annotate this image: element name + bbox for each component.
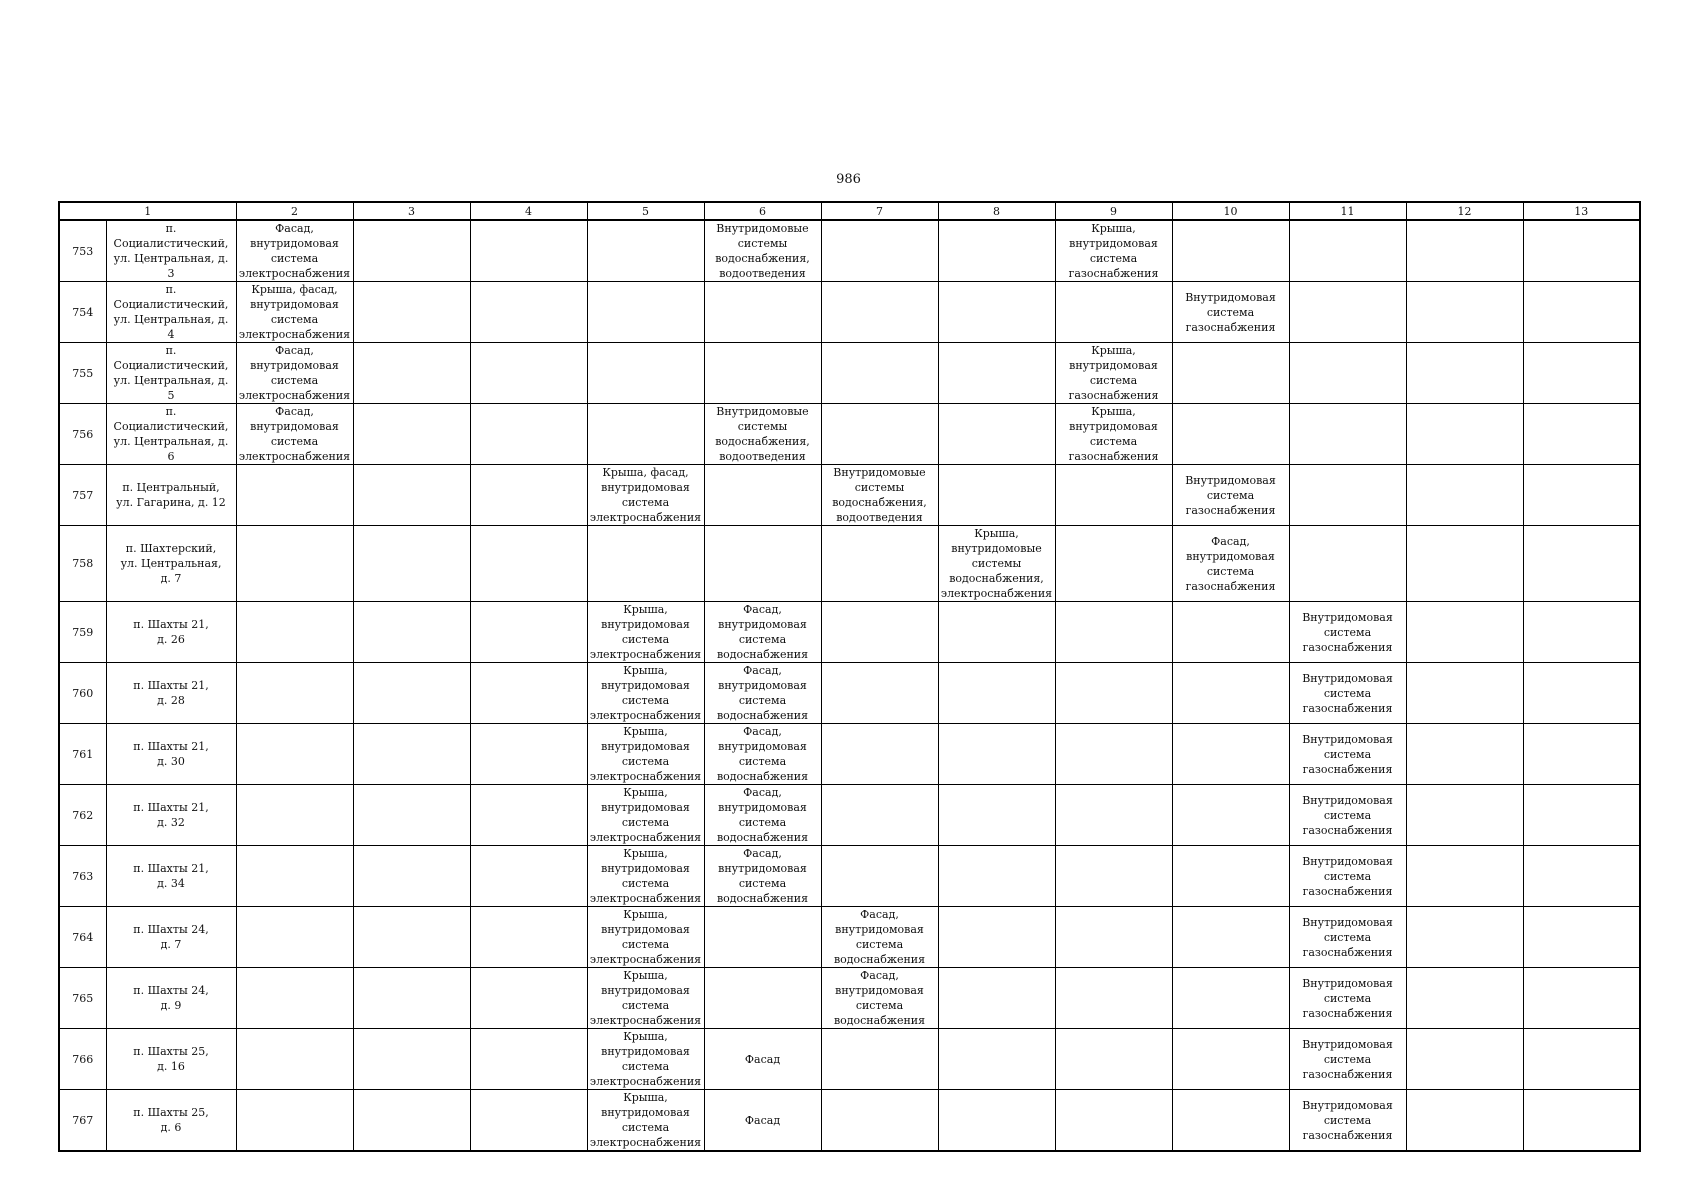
row-number: 758 [59, 526, 106, 602]
address-cell [106, 282, 236, 343]
work-cell-col-7 [821, 220, 938, 282]
work-cell-col-11 [1289, 602, 1406, 663]
work-cell-col-5 [587, 220, 704, 282]
work-cell-col-2 [236, 846, 353, 907]
column-header: 11 [1289, 202, 1406, 220]
address-text: п. Центральный, ул. Гагарина, д. 12 [116, 481, 226, 509]
work-cell-col-10 [1172, 282, 1289, 343]
work-cell-col-6 [704, 404, 821, 465]
work-cell-col-2 [236, 404, 353, 465]
work-text: Крыша, внутридомовая система электроснабжения [589, 664, 702, 722]
work-text: Фасад, внутридомовая система водоснабжения [716, 725, 809, 783]
work-cell-col-8 [938, 220, 1055, 282]
work-cell-col-7 [821, 968, 938, 1029]
work-cell-col-11 [1289, 968, 1406, 1029]
address-text: п. Шахты 25, д. 16 [133, 1045, 209, 1073]
work-cell-col-11 [1289, 220, 1406, 282]
work-text: Крыша, внутридомовая система газоснабжения [1068, 344, 1159, 402]
work-cell-col-10 [1172, 724, 1289, 785]
work-cell-col-11 [1289, 846, 1406, 907]
work-cell-col-7 [821, 343, 938, 404]
work-cell-col-6 [704, 1029, 821, 1090]
work-cell-col-11 [1289, 724, 1406, 785]
work-cell-col-4 [470, 1090, 587, 1152]
address-text: п. Социалистический, ул. Центральная, д. 4 [113, 283, 229, 341]
work-cell-col-4 [470, 724, 587, 785]
work-cell-col-9 [1055, 724, 1172, 785]
work-cell-col-13 [1523, 220, 1640, 282]
work-cell-col-2 [236, 663, 353, 724]
work-cell-col-3 [353, 846, 470, 907]
address-text: п. Шахты 24, д. 9 [133, 984, 209, 1012]
work-text: Внутридомовые системы водоснабжения, водоотведения [715, 222, 810, 280]
work-cell-col-10 [1172, 1090, 1289, 1152]
work-cell-col-13 [1523, 1090, 1640, 1152]
work-cell-col-3 [353, 1090, 470, 1152]
work-cell-col-10 [1172, 404, 1289, 465]
work-cell-col-9 [1055, 846, 1172, 907]
row-number: 755 [59, 343, 106, 404]
work-cell-col-3 [353, 526, 470, 602]
work-cell-col-4 [470, 220, 587, 282]
column-header: 8 [938, 202, 1055, 220]
work-cell-col-13 [1523, 465, 1640, 526]
address-cell [106, 724, 236, 785]
work-text: Крыша, внутридомовая система электроснабжения [589, 603, 702, 661]
work-cell-col-10 [1172, 846, 1289, 907]
work-text: Внутридомовая система газоснабжения [1185, 290, 1276, 334]
address-text: п. Шахты 21, д. 34 [133, 862, 209, 890]
work-cell-col-13 [1523, 785, 1640, 846]
work-cell-col-13 [1523, 602, 1640, 663]
work-cell-col-4 [470, 526, 587, 602]
work-cell-col-10 [1172, 343, 1289, 404]
column-header: 1 [59, 202, 236, 220]
work-cell-col-7 [821, 785, 938, 846]
work-cell-col-7 [821, 602, 938, 663]
work-cell-col-7 [821, 907, 938, 968]
work-cell-col-13 [1523, 282, 1640, 343]
work-cell-col-4 [470, 343, 587, 404]
work-cell-col-3 [353, 968, 470, 1029]
row-number: 762 [59, 785, 106, 846]
work-cell-col-4 [470, 663, 587, 724]
work-cell-col-12 [1406, 343, 1523, 404]
row-number: 757 [59, 465, 106, 526]
work-cell-col-11 [1289, 785, 1406, 846]
row-number: 766 [59, 1029, 106, 1090]
column-header: 7 [821, 202, 938, 220]
work-cell-col-6 [704, 343, 821, 404]
work-text: Внутридомовая система газоснабжения [1302, 915, 1393, 959]
work-cell-col-2 [236, 220, 353, 282]
work-cell-col-5 [587, 602, 704, 663]
work-cell-col-7 [821, 1090, 938, 1152]
work-cell-col-8 [938, 846, 1055, 907]
work-cell-col-4 [470, 282, 587, 343]
work-cell-col-2 [236, 282, 353, 343]
table-row [59, 282, 1640, 343]
work-cell-col-10 [1172, 907, 1289, 968]
column-header: 13 [1523, 202, 1640, 220]
work-cell-col-5 [587, 526, 704, 602]
work-text: Крыша, внутридомовые системы водоснабжения, электроснабжения [940, 527, 1053, 600]
address-cell [106, 1090, 236, 1152]
column-header: 12 [1406, 202, 1523, 220]
work-cell-col-12 [1406, 465, 1523, 526]
work-cell-col-12 [1406, 1090, 1523, 1152]
work-cell-col-10 [1172, 465, 1289, 526]
table-row [59, 724, 1640, 785]
work-cell-col-6 [704, 602, 821, 663]
page-number: 986 [836, 172, 861, 187]
work-cell-col-12 [1406, 663, 1523, 724]
work-cell-col-11 [1289, 1029, 1406, 1090]
work-cell-col-11 [1289, 907, 1406, 968]
work-cell-col-9 [1055, 343, 1172, 404]
column-number-row [59, 202, 1640, 220]
address-text: п. Социалистический, ул. Центральная, д. 3 [113, 222, 229, 280]
work-text: Внутридомовые системы водоснабжения, водоотведения [832, 466, 927, 524]
work-cell-col-6 [704, 220, 821, 282]
work-cell-col-8 [938, 724, 1055, 785]
address-cell [106, 602, 236, 663]
work-cell-col-2 [236, 907, 353, 968]
work-cell-col-4 [470, 968, 587, 1029]
work-text: Крыша, внутридомовая система электроснабжения [589, 969, 702, 1027]
row-number: 760 [59, 663, 106, 724]
table-row [59, 968, 1640, 1029]
work-cell-col-11 [1289, 465, 1406, 526]
work-cell-col-8 [938, 282, 1055, 343]
work-cell-col-4 [470, 1029, 587, 1090]
row-number: 754 [59, 282, 106, 343]
work-cell-col-13 [1523, 724, 1640, 785]
address-cell [106, 785, 236, 846]
row-number: 756 [59, 404, 106, 465]
work-cell-col-12 [1406, 907, 1523, 968]
work-cell-col-11 [1289, 343, 1406, 404]
address-cell [106, 968, 236, 1029]
work-cell-col-6 [704, 1090, 821, 1152]
work-text: Фасад, внутридомовая система электроснабжения [238, 344, 351, 402]
work-cell-col-9 [1055, 404, 1172, 465]
work-cell-col-12 [1406, 1029, 1523, 1090]
work-cell-col-3 [353, 724, 470, 785]
work-cell-col-5 [587, 282, 704, 343]
table-row [59, 907, 1640, 968]
work-cell-col-4 [470, 465, 587, 526]
work-text: Фасад, внутридомовая система газоснабжения [1185, 534, 1276, 593]
work-text: Крыша, внутридомовая система электроснабжения [589, 786, 702, 844]
table-row [59, 602, 1640, 663]
address-text: п. Шахты 21, д. 26 [133, 618, 209, 646]
address-cell [106, 404, 236, 465]
work-text: Фасад, внутридомовая система водоснабжения [833, 969, 926, 1027]
work-cell-col-9 [1055, 663, 1172, 724]
work-cell-col-8 [938, 907, 1055, 968]
column-header: 2 [236, 202, 353, 220]
work-cell-col-7 [821, 724, 938, 785]
work-cell-col-6 [704, 526, 821, 602]
work-cell-col-9 [1055, 1090, 1172, 1152]
work-cell-col-4 [470, 404, 587, 465]
work-cell-col-5 [587, 465, 704, 526]
address-cell [106, 343, 236, 404]
table-row [59, 220, 1640, 282]
work-cell-col-6 [704, 968, 821, 1029]
work-text: Фасад, внутридомовая система водоснабжения [716, 664, 809, 722]
address-text: п. Шахты 25, д. 6 [133, 1106, 209, 1134]
work-text: Фасад, внутридомовая система водоснабжения [833, 908, 926, 966]
work-cell-col-13 [1523, 663, 1640, 724]
work-cell-col-5 [587, 724, 704, 785]
work-cell-col-12 [1406, 724, 1523, 785]
work-text: Фасад, внутридомовая система водоснабжения [716, 603, 809, 661]
work-text: Крыша, фасад, внутридомовая система электроснабжения [589, 466, 702, 524]
work-cell-col-2 [236, 724, 353, 785]
work-text: Крыша, внутридомовая система электроснабжения [589, 908, 702, 966]
work-cell-col-2 [236, 1029, 353, 1090]
work-text: Фасад [744, 1113, 781, 1127]
row-number: 753 [59, 220, 106, 282]
work-cell-col-7 [821, 663, 938, 724]
work-text: Крыша, внутридомовая система электроснабжения [589, 725, 702, 783]
work-cell-col-11 [1289, 526, 1406, 602]
column-header: 6 [704, 202, 821, 220]
work-cell-col-5 [587, 907, 704, 968]
work-cell-col-11 [1289, 282, 1406, 343]
work-text: Внутридомовая система газоснабжения [1302, 610, 1393, 654]
work-cell-col-9 [1055, 602, 1172, 663]
work-cell-col-7 [821, 404, 938, 465]
work-text: Внутридомовая система газоснабжения [1302, 976, 1393, 1020]
repair-schedule-table [58, 201, 1641, 1152]
work-cell-col-9 [1055, 526, 1172, 602]
work-cell-col-6 [704, 785, 821, 846]
table-row [59, 663, 1640, 724]
address-text: п. Шахты 21, д. 30 [133, 740, 209, 768]
work-cell-col-8 [938, 343, 1055, 404]
work-cell-col-10 [1172, 785, 1289, 846]
work-text: Крыша, внутридомовая система газоснабжения [1068, 222, 1159, 280]
work-cell-col-9 [1055, 1029, 1172, 1090]
work-cell-col-7 [821, 846, 938, 907]
address-cell [106, 846, 236, 907]
work-cell-col-5 [587, 404, 704, 465]
address-cell [106, 220, 236, 282]
work-cell-col-6 [704, 846, 821, 907]
work-text: Крыша, внутридомовая система электроснабжения [589, 1091, 702, 1149]
work-cell-col-9 [1055, 282, 1172, 343]
work-cell-col-12 [1406, 785, 1523, 846]
work-cell-col-5 [587, 968, 704, 1029]
work-cell-col-6 [704, 465, 821, 526]
work-cell-col-10 [1172, 602, 1289, 663]
work-cell-col-6 [704, 282, 821, 343]
table-row [59, 404, 1640, 465]
work-text: Фасад, внутридомовая система электроснабжения [238, 405, 351, 463]
work-text: Внутридомовые системы водоснабжения, водоотведения [715, 405, 810, 463]
work-text: Фасад, внутридомовая система электроснабжения [238, 222, 351, 280]
work-cell-col-7 [821, 1029, 938, 1090]
work-text: Внутридомовая система газоснабжения [1185, 473, 1276, 517]
work-cell-col-13 [1523, 404, 1640, 465]
column-header: 4 [470, 202, 587, 220]
work-text: Внутридомовая система газоснабжения [1302, 793, 1393, 837]
work-text: Внутридомовая система газоснабжения [1302, 1098, 1393, 1142]
work-cell-col-2 [236, 343, 353, 404]
work-cell-col-9 [1055, 785, 1172, 846]
address-text: п. Шахты 21, д. 32 [133, 801, 209, 829]
table-row [59, 343, 1640, 404]
work-cell-col-3 [353, 663, 470, 724]
work-cell-col-8 [938, 526, 1055, 602]
work-cell-col-2 [236, 968, 353, 1029]
work-cell-col-11 [1289, 404, 1406, 465]
work-cell-col-3 [353, 220, 470, 282]
address-cell [106, 663, 236, 724]
work-cell-col-3 [353, 785, 470, 846]
work-cell-col-5 [587, 663, 704, 724]
work-cell-col-12 [1406, 220, 1523, 282]
work-text: Крыша, внутридомовая система электроснабжения [589, 847, 702, 905]
column-header: 10 [1172, 202, 1289, 220]
work-cell-col-5 [587, 343, 704, 404]
work-cell-col-5 [587, 785, 704, 846]
table-row [59, 1090, 1640, 1152]
work-cell-col-7 [821, 282, 938, 343]
address-text: п. Социалистический, ул. Центральная, д. 6 [113, 405, 229, 463]
work-cell-col-11 [1289, 663, 1406, 724]
table-row [59, 785, 1640, 846]
work-cell-col-3 [353, 282, 470, 343]
table-row [59, 1029, 1640, 1090]
work-cell-col-2 [236, 602, 353, 663]
work-cell-col-6 [704, 907, 821, 968]
work-text: Фасад [744, 1052, 781, 1066]
table-body [59, 220, 1640, 1151]
work-cell-col-10 [1172, 526, 1289, 602]
address-text: п. Шахтерский, ул. Центральная, д. 7 [120, 542, 222, 585]
work-cell-col-9 [1055, 968, 1172, 1029]
work-cell-col-3 [353, 404, 470, 465]
work-cell-col-12 [1406, 846, 1523, 907]
work-cell-col-13 [1523, 526, 1640, 602]
address-cell [106, 1029, 236, 1090]
row-number: 765 [59, 968, 106, 1029]
work-cell-col-4 [470, 602, 587, 663]
work-text: Внутридомовая система газоснабжения [1302, 732, 1393, 776]
column-header: 9 [1055, 202, 1172, 220]
work-cell-col-12 [1406, 404, 1523, 465]
work-cell-col-4 [470, 907, 587, 968]
work-text: Внутридомовая система газоснабжения [1302, 854, 1393, 898]
work-cell-col-8 [938, 968, 1055, 1029]
work-text: Фасад, внутридомовая система водоснабжения [716, 847, 809, 905]
work-cell-col-8 [938, 1029, 1055, 1090]
work-cell-col-3 [353, 343, 470, 404]
row-number: 764 [59, 907, 106, 968]
work-cell-col-8 [938, 602, 1055, 663]
work-cell-col-3 [353, 602, 470, 663]
work-cell-col-8 [938, 663, 1055, 724]
work-text: Крыша, фасад, внутридомовая система электроснабжения [238, 283, 351, 341]
address-cell [106, 526, 236, 602]
work-cell-col-9 [1055, 907, 1172, 968]
work-cell-col-10 [1172, 968, 1289, 1029]
work-text: Крыша, внутридомовая система электроснабжения [589, 1030, 702, 1088]
work-cell-col-2 [236, 1090, 353, 1152]
work-cell-col-11 [1289, 1090, 1406, 1152]
work-cell-col-13 [1523, 968, 1640, 1029]
work-cell-col-8 [938, 465, 1055, 526]
work-cell-col-5 [587, 846, 704, 907]
address-cell [106, 907, 236, 968]
work-text: Внутридомовая система газоснабжения [1302, 1037, 1393, 1081]
work-cell-col-12 [1406, 282, 1523, 343]
work-cell-col-2 [236, 526, 353, 602]
work-cell-col-8 [938, 785, 1055, 846]
work-text: Крыша, внутридомовая система газоснабжения [1068, 405, 1159, 463]
work-text: Внутридомовая система газоснабжения [1302, 671, 1393, 715]
work-cell-col-5 [587, 1029, 704, 1090]
row-number: 767 [59, 1090, 106, 1152]
work-cell-col-3 [353, 465, 470, 526]
work-cell-col-3 [353, 907, 470, 968]
column-header: 5 [587, 202, 704, 220]
table-row [59, 526, 1640, 602]
work-cell-col-10 [1172, 1029, 1289, 1090]
work-cell-col-13 [1523, 846, 1640, 907]
work-cell-col-7 [821, 465, 938, 526]
work-cell-col-9 [1055, 220, 1172, 282]
table-row [59, 465, 1640, 526]
work-cell-col-12 [1406, 968, 1523, 1029]
work-cell-col-13 [1523, 343, 1640, 404]
work-cell-col-2 [236, 465, 353, 526]
work-cell-col-8 [938, 1090, 1055, 1152]
address-text: п. Социалистический, ул. Центральная, д. 5 [113, 344, 229, 402]
column-header: 3 [353, 202, 470, 220]
work-cell-col-12 [1406, 526, 1523, 602]
row-number: 761 [59, 724, 106, 785]
work-cell-col-7 [821, 526, 938, 602]
work-text: Фасад, внутридомовая система водоснабжения [716, 786, 809, 844]
row-number: 763 [59, 846, 106, 907]
address-cell [106, 465, 236, 526]
work-cell-col-6 [704, 724, 821, 785]
row-number: 759 [59, 602, 106, 663]
work-cell-col-9 [1055, 465, 1172, 526]
work-cell-col-2 [236, 785, 353, 846]
work-cell-col-4 [470, 846, 587, 907]
work-cell-col-5 [587, 1090, 704, 1152]
address-text: п. Шахты 21, д. 28 [133, 679, 209, 707]
table-row [59, 846, 1640, 907]
work-cell-col-6 [704, 663, 821, 724]
work-cell-col-13 [1523, 1029, 1640, 1090]
work-cell-col-4 [470, 785, 587, 846]
work-cell-col-13 [1523, 907, 1640, 968]
work-cell-col-10 [1172, 220, 1289, 282]
address-text: п. Шахты 24, д. 7 [133, 923, 209, 951]
work-cell-col-3 [353, 1029, 470, 1090]
work-cell-col-10 [1172, 663, 1289, 724]
work-cell-col-8 [938, 404, 1055, 465]
work-cell-col-12 [1406, 602, 1523, 663]
